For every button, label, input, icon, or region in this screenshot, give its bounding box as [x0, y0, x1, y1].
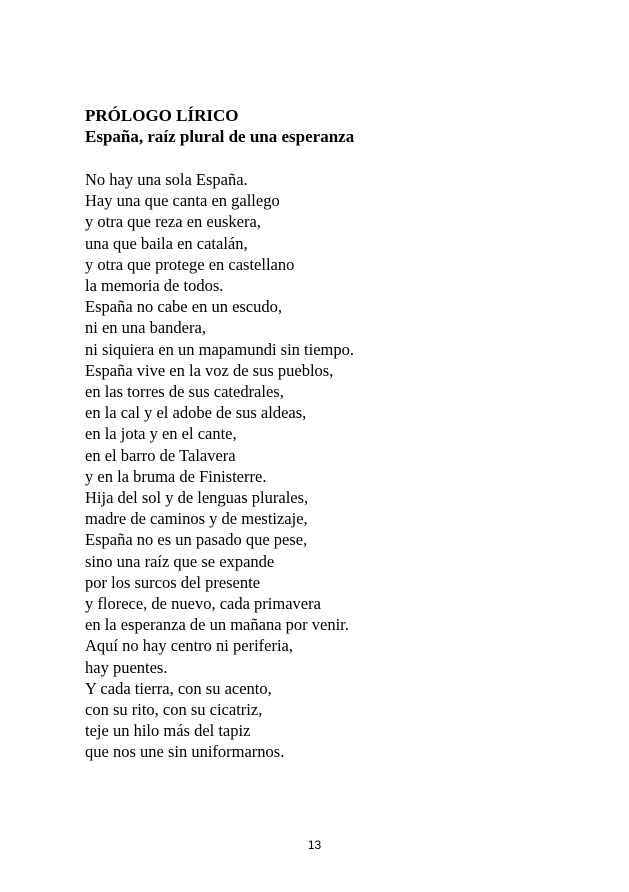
poem-line: en la esperanza de un mañana por venir.	[85, 615, 349, 635]
poem-line: No hay una sola España.	[85, 170, 248, 189]
poem-line: sino una raíz que se expande	[85, 551, 275, 571]
poem-line: y otra que protege en castellano	[85, 254, 295, 274]
poem-subtitle: España, raíz plural de una esperanza	[85, 127, 355, 146]
poem-line: una que baila en catalán,	[85, 233, 248, 253]
poem-line: en la cal y el adobe de sus aldeas,	[85, 403, 307, 423]
poem-line: con su rito, con su cicatriz,	[85, 700, 263, 720]
poem-line: y florece, de nuevo, cada primavera	[85, 594, 321, 614]
poem-heading	[85, 105, 605, 147]
poem-line: y en la bruma de Finisterre.	[85, 466, 267, 486]
poem-line: España no cabe en un escudo,	[85, 297, 283, 317]
poem-line: Hay una que canta en gallego	[85, 191, 280, 211]
poem-line: en la jota y en el cante,	[85, 424, 237, 444]
poem-line: teje un hilo más del tapiz	[85, 721, 251, 741]
poem-line: que nos une sin uniformarnos.	[85, 742, 285, 762]
poem-line: ni siquiera en un mapamundi sin tiempo.	[85, 339, 354, 359]
poem-line: y otra que reza en euskera,	[85, 212, 261, 232]
poem-title: PRÓLOGO LÍRICO	[85, 106, 239, 125]
poem-body	[85, 169, 605, 763]
page-number: 13	[307, 838, 322, 852]
poem-line: ni en una bandera,	[85, 318, 206, 338]
poem-line: España no es un pasado que pese,	[85, 530, 308, 550]
poem-line: la memoria de todos.	[85, 276, 224, 296]
poem-line: por los surcos del presente	[85, 572, 261, 592]
poem-line: madre de caminos y de mestizaje,	[85, 509, 308, 529]
poem-line: Aquí no hay centro ni periferia,	[85, 636, 294, 656]
poem-line: en las torres de sus catedrales,	[85, 382, 284, 402]
poem-line: Hija del sol y de lenguas plurales,	[85, 488, 309, 508]
poem-line: Y cada tierra, con su acento,	[85, 678, 272, 698]
poem-line: en el barro de Talavera	[85, 445, 236, 465]
poem-line: España vive en la voz de sus pueblos,	[85, 360, 334, 380]
poem-line: hay puentes.	[85, 657, 168, 677]
